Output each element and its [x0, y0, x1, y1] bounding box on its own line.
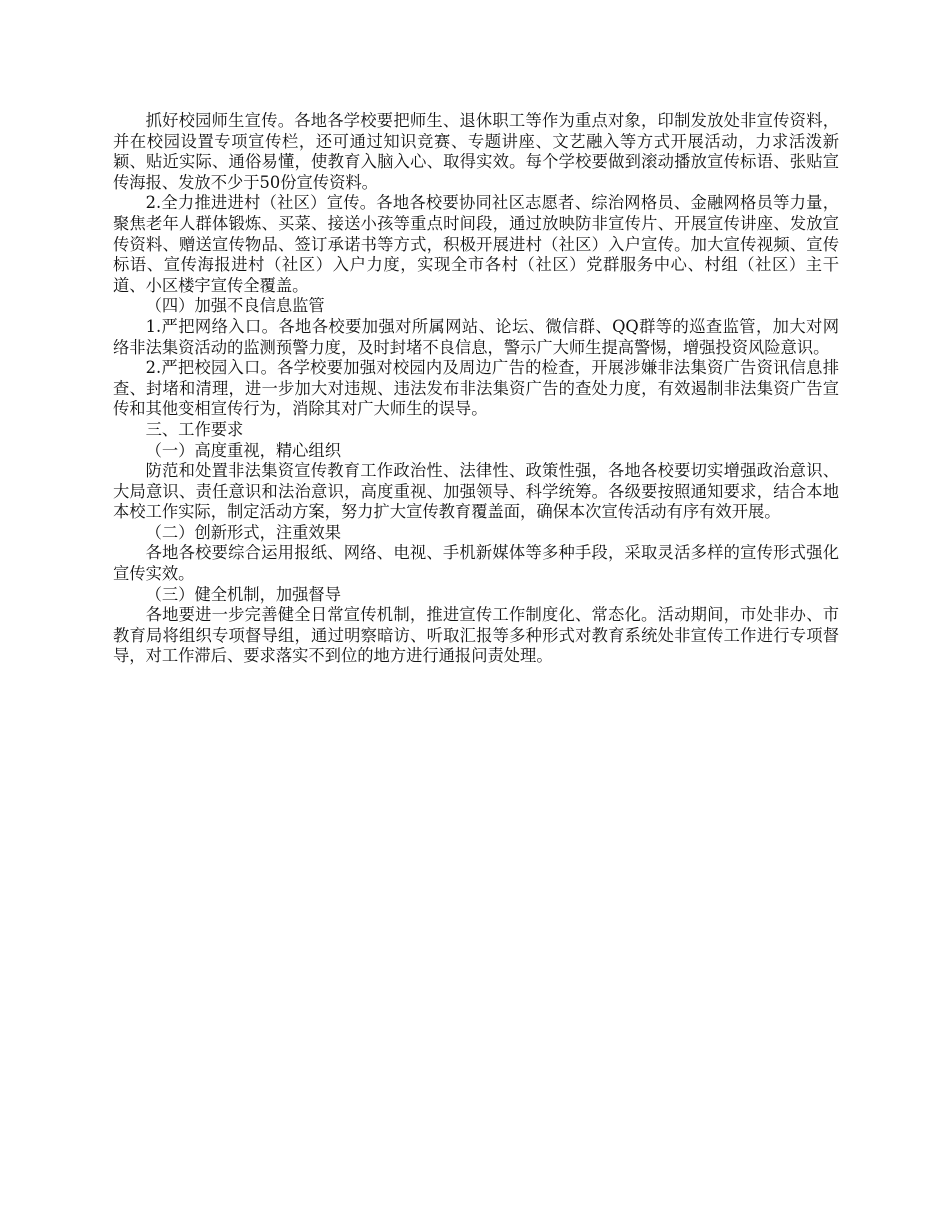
- document-body: [113, 111, 839, 667]
- heading-innovate-forms: （二）创新形式，注重效果: [145, 522, 341, 542]
- paragraph-improve-mechanism: 各地要进一步完善健全日常宣传机制，推进宣传工作制度化、常态化。活动期间，市处非办、市教育局将组织专项督导组，通过明察暗访、听取汇报等多种形式对教育系统处非宣传工作进行专项督导，对工作滞后、要求落实不到位的地方进行通报问责处理。: [113, 605, 839, 666]
- paragraph-campus-entry: 2.严把校园入口。各学校要加强对校园内及周边广告的检查，开展涉嫌非法集资广告资讯信息排查、封堵和清理，进一步加大对违规、违法发布非法集资广告的查处力度，有效遏制非法集资广告宣传和其他变相宣传行为，消除其对广大师生的误导。: [113, 358, 839, 419]
- heading-info-supervision: （四）加强不良信息监管: [145, 296, 325, 316]
- paragraph-village-community-publicity: 2.全力推进进村（社区）宣传。各地各校要协同社区志愿者、综治网格员、金融网格员等力量，聚焦老年人群体锻炼、买菜、接送小孩等重点时间段，通过放映防非宣传片、开展宣传讲座、发放宣传资料、赠送宣传物品、签订承诺书等方式，积极开展进村（社区）入户宣传。加大宣传视频、宣传标语、宣传海报进村（社区）入户力度，实现全市各村（社区）党群服务中心、村组（社区）主干道、小区楼宇宣传全覆盖。: [113, 193, 839, 295]
- paragraph-attach-importance: 防范和处置非法集资宣传教育工作政治性、法律性、政策性强，各地各校要切实增强政治意识、大局意识、责任意识和法治意识，高度重视、加强领导、科学统筹。各级要按照通知要求，结合本地本校工作实际，制定活动方案，努力扩大宣传教育覆盖面，确保本次宣传活动有序有效开展。: [113, 461, 839, 522]
- heading-improve-mechanism: （三）健全机制，加强督导: [145, 584, 341, 604]
- paragraph-campus-publicity: 抓好校园师生宣传。各地各学校要把师生、退休职工等作为重点对象，印制发放处非宣传资料，并在校园设置专项宣传栏，还可通过知识竞赛、专题讲座、文艺融入等方式开展活动，力求活泼新颖、贴近实际、通俗易懂，使教育入脑入心、取得实效。每个学校要做到滚动播放宣传标语、张贴宣传海报、发放不少于50份宣传资料。: [113, 111, 839, 192]
- paragraph-innovate-forms: 各地各校要综合运用报纸、网络、电视、手机新媒体等多种手段，采取灵活多样的宣传形式强化宣传实效。: [113, 543, 839, 584]
- heading-attach-importance: （一）高度重视，精心组织: [145, 440, 341, 460]
- paragraph-network-entry: 1.严把网络入口。各地各校要加强对所属网站、论坛、微信群、QQ群等的巡查监管，加大对网络非法集资活动的监测预警力度，及时封堵不良信息，警示广大师生提高警惕，增强投资风险意识。: [113, 316, 839, 357]
- heading-work-requirements: 三、工作要求: [145, 419, 244, 439]
